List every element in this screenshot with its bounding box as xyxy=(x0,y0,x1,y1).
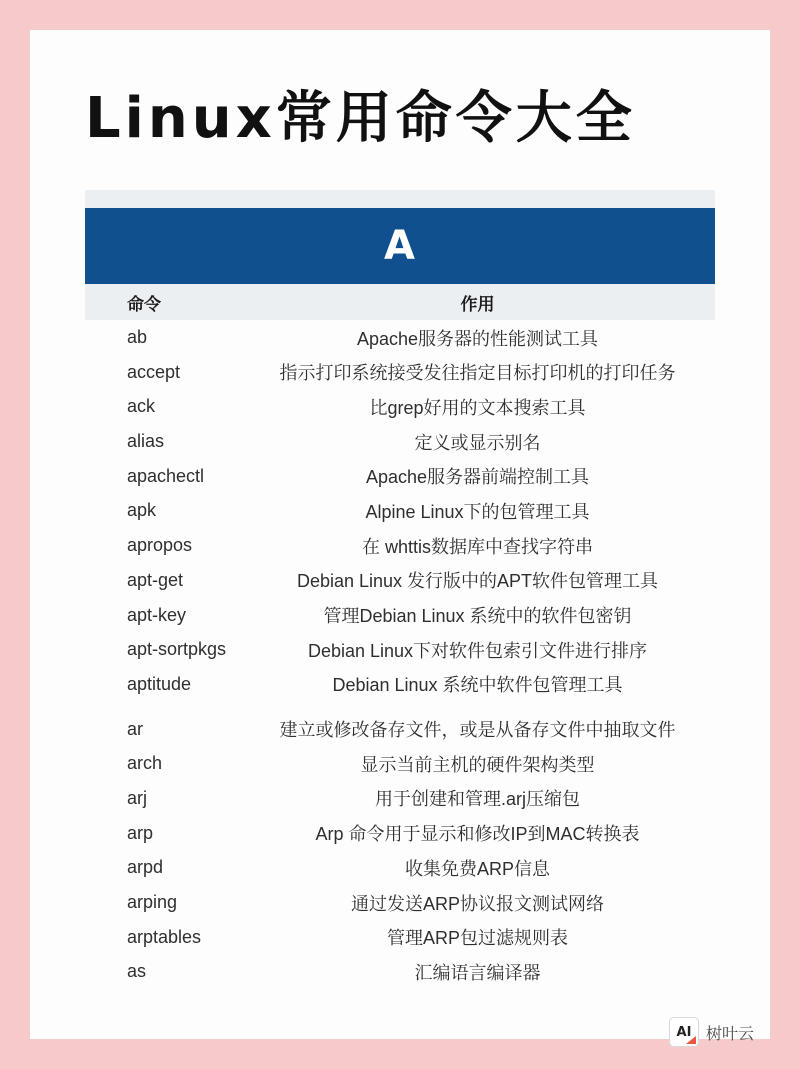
table-row xyxy=(85,528,715,563)
cell-description: Debian Linux 系统中软件包管理工具 xyxy=(332,675,623,696)
table-row xyxy=(85,355,715,390)
cell-description: Debian Linux下对软件包索引文件进行排序 xyxy=(307,640,648,661)
cell-description: 显示当前主机的硬件架构类型 xyxy=(360,754,595,775)
page-title: Linux常用命令大全 xyxy=(85,86,636,151)
cell-command: ack xyxy=(127,396,156,417)
cell-description: 定义或显示别名 xyxy=(414,432,541,453)
cell-command: apt-key xyxy=(127,604,187,625)
table-top-band xyxy=(85,190,715,208)
table-row xyxy=(85,494,715,529)
cell-command: ar xyxy=(127,718,144,739)
section-letter-band xyxy=(85,208,715,284)
cell-command: arp xyxy=(127,822,154,843)
cell-command: apk xyxy=(127,500,157,521)
cell-description: 管理ARP包过滤规则表 xyxy=(386,928,568,949)
ai-badge-icon xyxy=(669,1017,699,1047)
cell-command: aptitude xyxy=(127,673,192,694)
table-row xyxy=(85,816,715,851)
table-row xyxy=(85,885,715,920)
table-row xyxy=(85,390,715,425)
column-header-description: 作用 xyxy=(460,294,495,314)
table-row xyxy=(85,598,715,633)
cell-description: Arp 命令用于显示和修改IP到MAC转换表 xyxy=(315,824,640,845)
cell-command: arj xyxy=(127,787,148,808)
table-row xyxy=(85,955,715,990)
cell-description: 收集免费ARP信息 xyxy=(404,858,550,879)
table-row xyxy=(85,746,715,781)
cell-command: ab xyxy=(127,327,148,348)
cell-command: as xyxy=(127,961,147,982)
cell-description: 建立或修改备存文件，或是从备存文件中抽取文件 xyxy=(279,720,676,741)
cell-command: accept xyxy=(127,361,181,382)
cell-command: arpd xyxy=(127,857,164,878)
column-header-command: 命令 xyxy=(127,294,161,314)
cell-description: 在 whttis数据库中查找字符串 xyxy=(361,536,593,557)
watermark-text: 树叶云 xyxy=(705,1025,754,1043)
cell-description: Alpine Linux下的包管理工具 xyxy=(365,501,590,522)
table-row xyxy=(85,563,715,598)
ai-badge-label: AI xyxy=(676,1024,692,1040)
table-header-row xyxy=(85,284,715,320)
table-row xyxy=(85,424,715,459)
table-row xyxy=(85,632,715,667)
table-row xyxy=(85,920,715,955)
cell-command: apachectl xyxy=(127,465,205,486)
table-row xyxy=(85,320,715,355)
watermark xyxy=(669,1017,754,1047)
cell-description: 用于创建和管理.arj压缩包 xyxy=(374,789,580,810)
cell-command: apt-sortpkgs xyxy=(127,639,227,660)
table-row xyxy=(85,667,715,702)
command-table xyxy=(85,190,715,989)
cell-command: arping xyxy=(127,892,178,913)
cell-command: arch xyxy=(127,753,163,774)
cell-command: apropos xyxy=(127,535,193,556)
cell-command: arptables xyxy=(127,926,202,947)
section-letter: A xyxy=(384,223,416,270)
cell-description: 通过发送ARP协议报文测试网络 xyxy=(350,893,604,914)
table-row xyxy=(85,781,715,816)
cell-description: 指示打印系统接受发往指定目标打印机的打印任务 xyxy=(279,363,676,384)
cell-command: alias xyxy=(127,431,165,452)
cell-description: Debian Linux 发行版中的APT软件包管理工具 xyxy=(296,571,659,592)
table-row xyxy=(85,851,715,886)
table-row xyxy=(85,712,715,747)
cell-description: 比grep好用的文本搜索工具 xyxy=(369,397,586,418)
cell-description: 管理Debian Linux 系统中的软件包密钥 xyxy=(323,606,632,627)
cell-description: 汇编语言编译器 xyxy=(414,962,541,983)
cell-command: apt-get xyxy=(127,569,184,590)
document-sheet xyxy=(30,30,770,1039)
cell-description: Apache服务器前端控制工具 xyxy=(365,467,590,488)
table-row xyxy=(85,459,715,494)
cell-description: Apache服务器的性能测试工具 xyxy=(356,328,599,349)
